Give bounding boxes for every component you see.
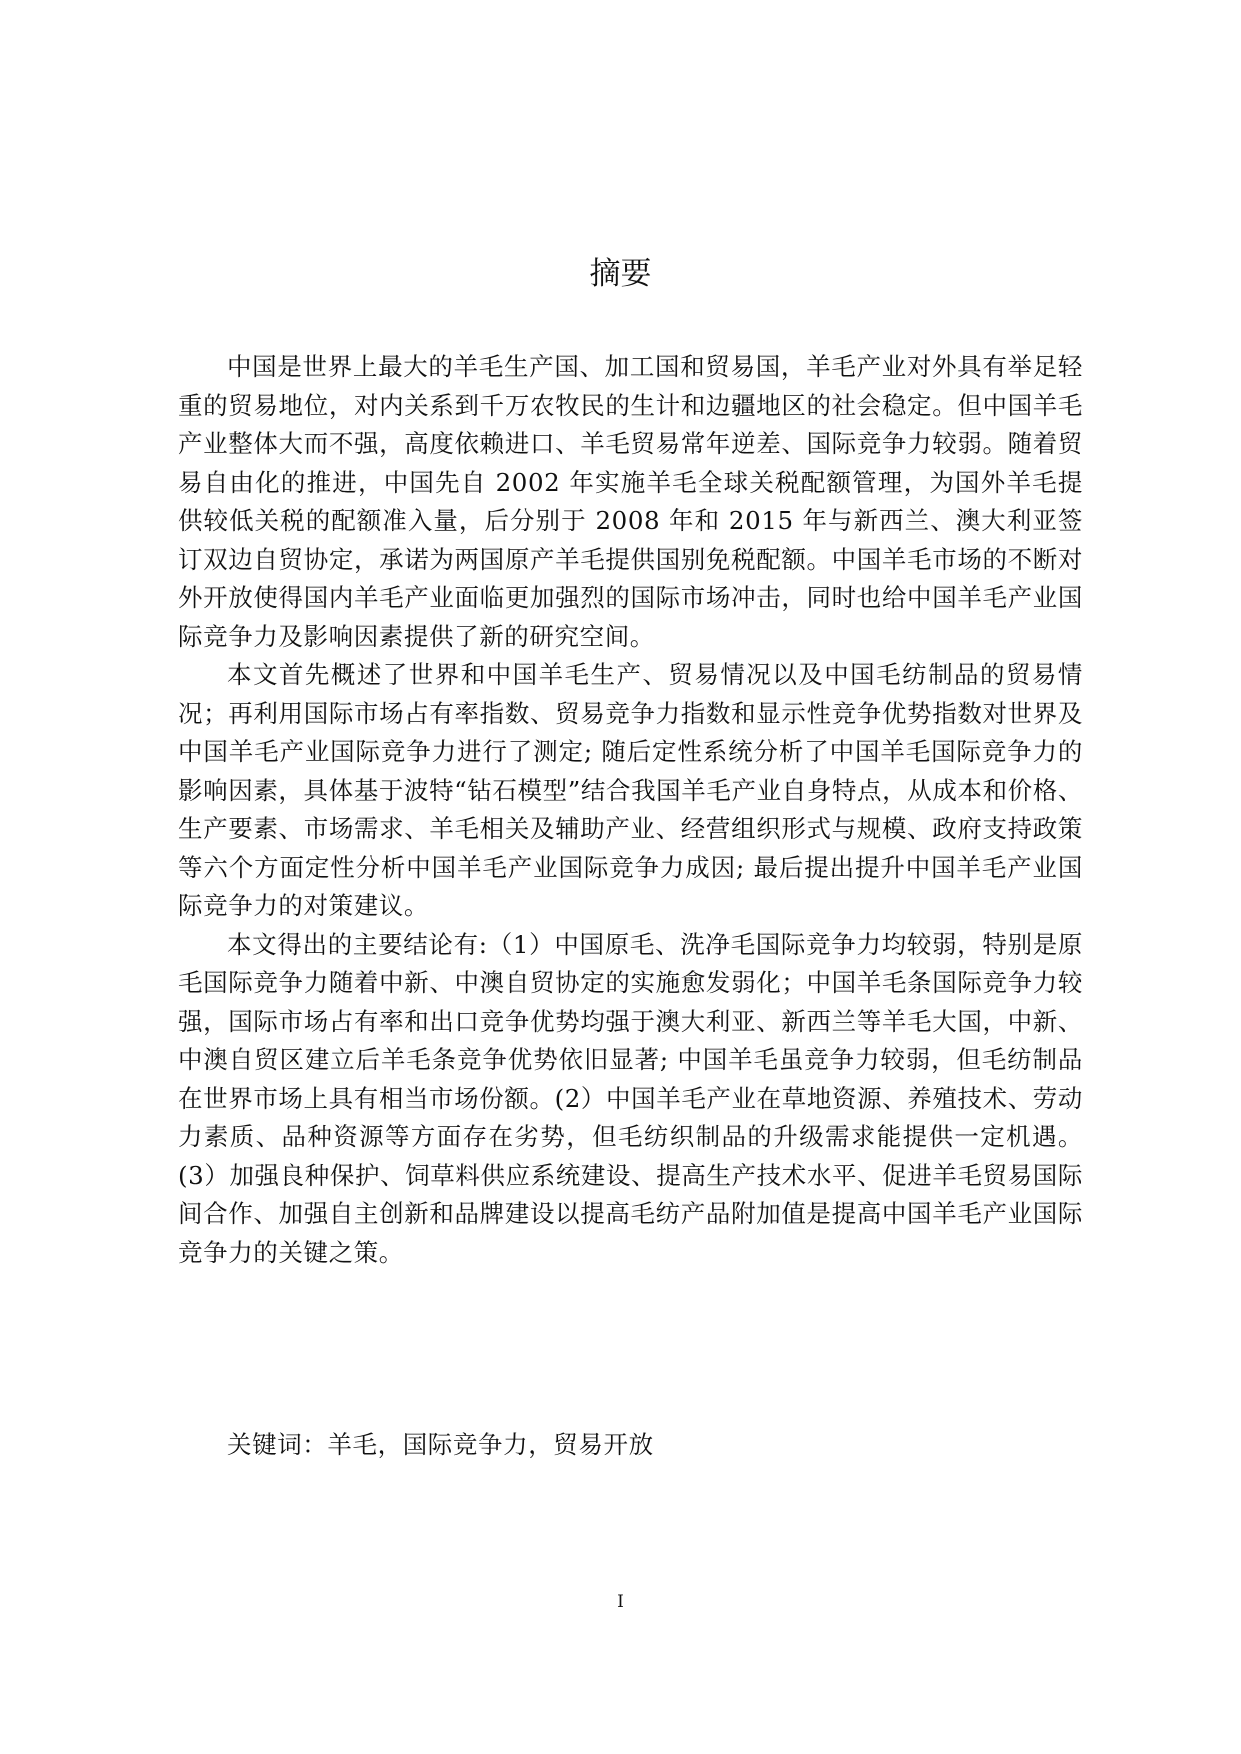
keywords-value: 羊毛，国际竞争力，贸易开放: [327, 1430, 654, 1459]
abstract-title: 摘要: [589, 256, 652, 292]
abstract-body: [178, 348, 1083, 1272]
keywords-label: 关键词：: [227, 1430, 328, 1459]
abstract-paragraph-3: 本文得出的主要结论有:（1）中国原毛、洗净毛国际竞争力均较弱，特别是原毛国际竞争力随着中新、中澳自贸协定的实施愈发弱化；中国羊毛条国际竞争力较强，国际市场占有率和出口竞争优势均强于澳大利亚、新西兰等羊毛大国，中新、中澳自贸区建立后羊毛条竞争优势依旧显著; 中国羊毛虽竞争力较弱，但毛纺制品在世界市场上具有相当市场份额。(2）中国羊毛产业在草地资源、养殖技术、劳动力素质、品种资源等方面存在劣势，但毛纺织制品的升级需求能提供一定机遇。(3）加强良种保护、饲草料供应系统建设、提高生产技术水平、促进羊毛贸易国际间合作、加强自主创新和品牌建设以提高毛纺产品附加值是提高中国羊毛产业国际竞争力的关键之策。: [178, 929, 1083, 1267]
page-number: I: [617, 1592, 624, 1612]
abstract-paragraph-2: 本文首先概述了世界和中国羊毛生产、贸易情况以及中国毛纺制品的贸易情况；再利用国际市场占有率指数、贸易竞争力指数和显示性竞争优势指数对世界及中国羊毛产业国际竞争力进行了测定; 随后定性系统分析了中国羊毛国际竞争力的影响因素，具体基于波特“钻石模型”结合我国羊毛产业自身特点，从成本和价格、生产要素、市场需求、羊毛相关及辅助产业、经营组织形式与规模、政府支持政策等六个方面定性分析中国羊毛产业国际竞争力成因; 最后提出提升中国羊毛产业国际竞争力的对策建议。: [178, 660, 1083, 920]
keywords-line: [227, 1426, 1087, 1464]
abstract-paragraph-1: 中国是世界上最大的羊毛生产国、加工国和贸易国，羊毛产业对外具有举足轻重的贸易地位，对内关系到千万农牧民的生计和边疆地区的社会稳定。但中国羊毛产业整体大而不强，高度依赖进口、羊毛贸易常年逆差、国际竞争力较弱。随着贸易自由化的推进，中国先自 2002 年实施羊毛全球关税配额管理，为国外羊毛提供较低关税的配额准入量，后分别于 2008 年和 2015 年与新西兰、澳大利亚签订双边自贸协定，承诺为两国原产羊毛提供国别免税配额。中国羊毛市场的不断对外开放使得国内羊毛产业面临更加强烈的国际市场冲击，同时也给中国羊毛产业国际竞争力及影响因素提供了新的研究空间。: [178, 352, 1083, 651]
